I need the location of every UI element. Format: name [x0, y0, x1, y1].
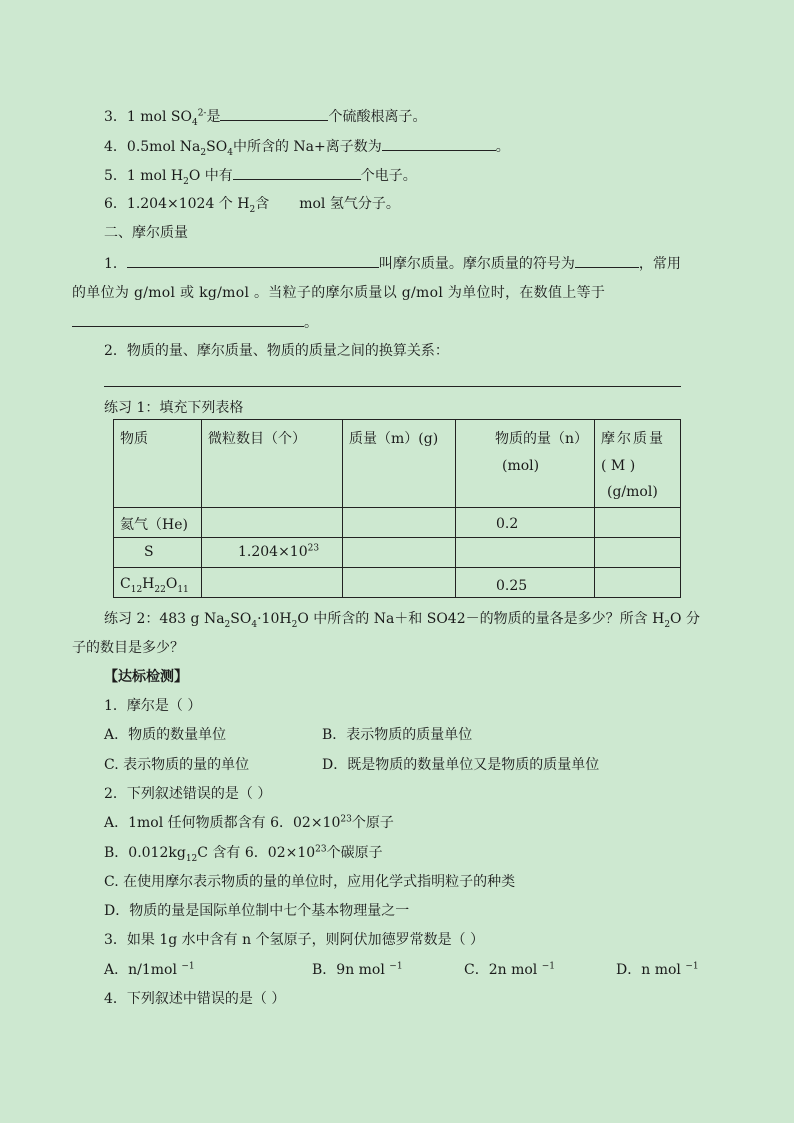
exercise-1-title: 练习 1：填充下列表格: [104, 400, 244, 416]
cell: 0.2: [456, 508, 595, 538]
test-2-option-b[interactable]: B．$0.012kg_{12}C$ 含有 6．$02\times 10^{23}$个碳原子: [104, 844, 383, 864]
header-cell: 摩尔质量 ( M ) (g/mol): [595, 420, 681, 508]
test-3-option-b[interactable]: B．9n mol $^{-1}$: [312, 961, 403, 978]
molar-mass-q1: 1． 叫摩尔质量。摩尔质量的符号为 ，常用: [104, 253, 681, 274]
exercise-2-line2: 子的数目是多少？: [72, 640, 184, 656]
answer-line[interactable]: [104, 386, 681, 387]
test-4: 4．下列叙述中错误的是（ ）: [104, 991, 286, 1007]
molar-mass-q1-line3: 。: [72, 312, 318, 333]
cell[interactable]: [343, 568, 456, 598]
test-1-option-a[interactable]: A．物质的数量单位: [104, 727, 227, 743]
test-1-option-d[interactable]: D．既是物质的数量单位又是物质的质量单位: [322, 757, 600, 773]
test-1-option-b[interactable]: B．表示物质的质量单位: [322, 727, 473, 743]
test-3: 3．如果 1g 水中含有 n 个氢原子，则阿伏加德罗常数是（ ）: [104, 932, 485, 948]
cell[interactable]: [595, 508, 681, 538]
blank[interactable]: [220, 106, 328, 121]
test-1-option-c[interactable]: C. 表示物质的量的单位: [104, 757, 250, 773]
test-3-option-d[interactable]: D．n mol $^{-1}$: [616, 961, 699, 978]
cell[interactable]: [595, 538, 681, 568]
blank[interactable]: [233, 165, 361, 180]
test-3-option-c[interactable]: C．2n mol $^{-1}$: [464, 961, 555, 978]
molar-mass-q2: 2．物质的量、摩尔质量、物质的质量之间的换算关系：: [104, 343, 449, 359]
test-2-option-d[interactable]: D．物质的量是国际单位制中七个基本物理量之一: [104, 903, 410, 919]
table-row: [114, 568, 681, 598]
cell[interactable]: [456, 538, 595, 568]
cell[interactable]: [343, 538, 456, 568]
molar-mass-q1-line2: 的单位为 g/mol 或 kg/mol 。当粒子的摩尔质量以 g/mol 为单位时，在数值上等于: [72, 285, 606, 301]
test-2-option-c[interactable]: C. 在使用摩尔表示物质的量的单位时，应用化学式指明粒子的种类: [104, 874, 516, 890]
blank[interactable]: [382, 136, 496, 151]
question-6: 6．1.204×1024 个 $H_2$含 mol 氢气分子。: [104, 196, 400, 215]
table-header-row: [114, 420, 681, 508]
cell[interactable]: [343, 508, 456, 538]
question-4: 4．0.5mol $Na_2SO_4$中所含的 Na+离子数为 。: [104, 136, 510, 157]
cell[interactable]: [202, 508, 343, 538]
question-3: 3．1 mol $SO_4^{2-}$是 个硫酸根离子。: [104, 106, 426, 127]
blank[interactable]: [575, 253, 639, 268]
exercise-2: 练习 2：483 g $Na_2SO_4\cdot 10H_2O$ 中所含的 Na＋和 SO42－的物质的量各是多少？所含 $H_2O$ 分: [104, 611, 700, 630]
cell: S: [114, 538, 202, 568]
header-cell: 质量（m）(g): [343, 420, 456, 508]
question-5: 5．1 mol $H_2O$ 中有 个电子。: [104, 165, 417, 186]
fill-table: [113, 419, 681, 598]
header-cell: 物质: [114, 420, 202, 508]
table-row: [114, 508, 681, 538]
header-cell: 物质的量（n） (mol): [456, 420, 595, 508]
cell: 0.25: [456, 568, 595, 598]
cell: $1.204\times 10^{23}$: [202, 538, 343, 568]
table-row: [114, 538, 681, 568]
cell: $C_{12}H_{22}O_{11}$: [114, 568, 202, 598]
test-2: 2．下列叙述错误的是（ ）: [104, 786, 272, 802]
test-3-option-a[interactable]: A．n/1mol $^{-1}$: [104, 961, 195, 978]
cell[interactable]: [595, 568, 681, 598]
cell[interactable]: [202, 568, 343, 598]
blank[interactable]: [72, 312, 304, 327]
header-cell: 微粒数目（个）: [202, 420, 343, 508]
test-2-option-a[interactable]: A．1mol 任何物质都含有 6．$02\times 10^{23}$个原子: [104, 814, 394, 831]
cell: 氦气（He): [114, 508, 202, 538]
section-title-dabiao: 【达标检测】: [104, 669, 188, 685]
blank[interactable]: [127, 253, 379, 268]
section-title-molar-mass: 二、摩尔质量: [104, 225, 188, 241]
test-1: 1．摩尔是（ ）: [104, 698, 202, 714]
